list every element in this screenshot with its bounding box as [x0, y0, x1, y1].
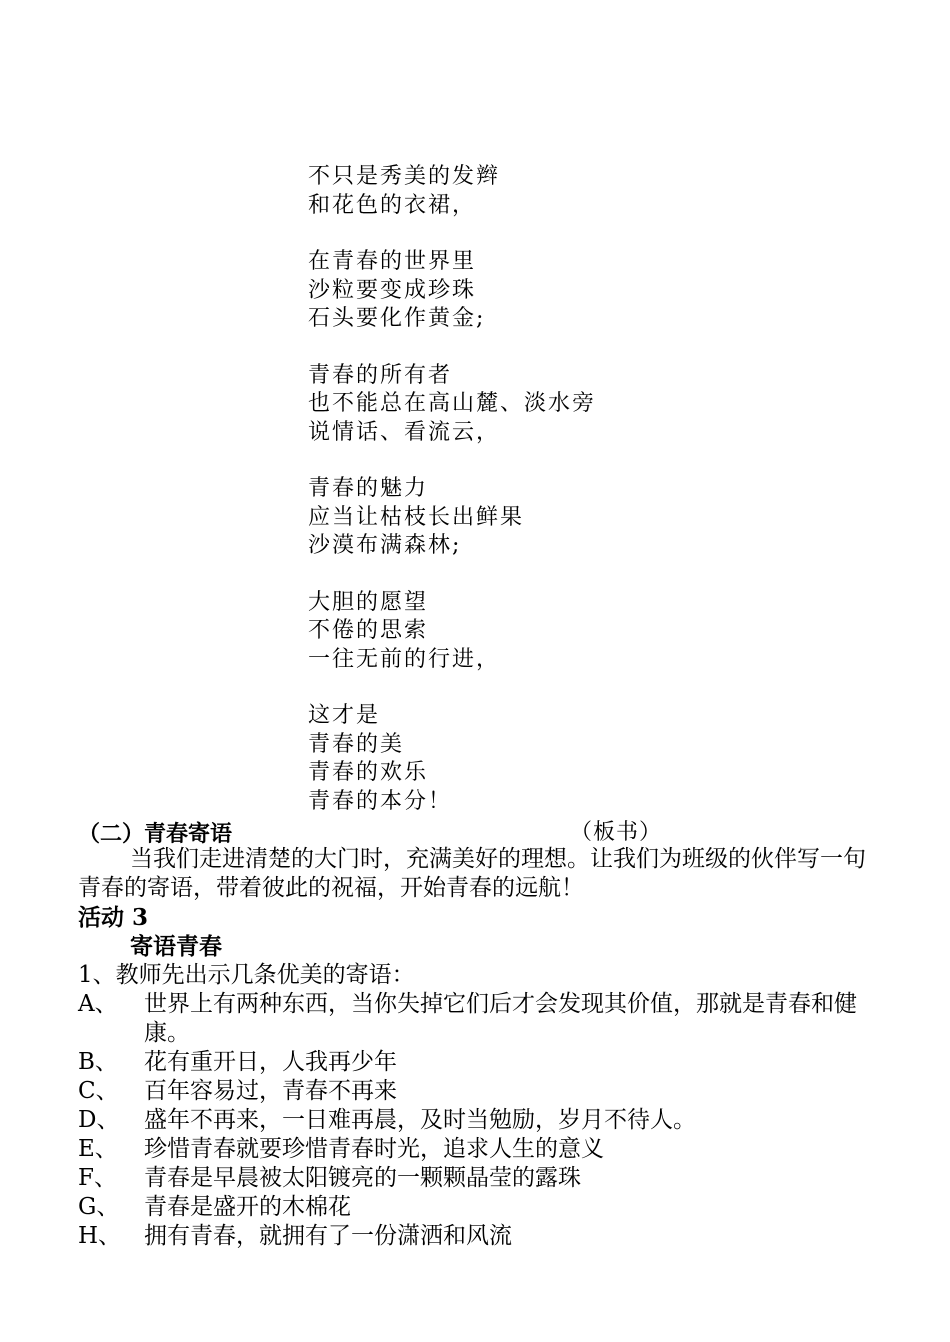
section-title: （二）青春寄语	[78, 822, 233, 847]
poem-line: 青春的魅力	[308, 476, 429, 501]
board-note: （板书）	[570, 820, 663, 845]
poem-line: 这才是	[308, 703, 381, 728]
poem-line: 大胆的愿望	[308, 589, 429, 615]
list-item-text: 青春是早晨被太阳镀亮的一颗颗晶莹的露珠	[144, 1165, 581, 1191]
poem-line: 应当让枯枝长出鲜果	[308, 504, 525, 530]
list-item	[78, 1077, 878, 1106]
list-item-text: 世界上有两种东西，当你失掉它们后才会发现其价值，那就是青春和健康。	[144, 991, 857, 1046]
poem-stanza	[308, 589, 728, 675]
poem-line: 青春的美	[308, 731, 405, 757]
poem-line: 沙漠布满森林;	[308, 533, 462, 558]
poem-line: 一往无前的行进，	[308, 646, 501, 672]
list-item	[78, 990, 878, 1048]
poem-line: 说情话、看流云，	[308, 419, 501, 445]
list-item	[78, 1135, 878, 1164]
poem-line: 在青春的世界里	[308, 249, 477, 274]
list-item	[78, 1048, 878, 1077]
poem-line: 沙粒要变成珍珠	[308, 277, 477, 303]
poem-line: 和花色的衣裙，	[308, 192, 477, 218]
poem-stanza	[308, 475, 728, 561]
list-item-label: F、	[78, 1165, 117, 1191]
list-item-label: E、	[78, 1136, 118, 1162]
list-item-text: 花有重开日，人我再少年	[144, 1049, 397, 1075]
poem	[308, 163, 728, 844]
list-item-label: C、	[78, 1078, 119, 1104]
list-item	[78, 1193, 878, 1222]
list-item-label: A、	[78, 991, 118, 1017]
poem-stanza	[308, 702, 728, 816]
poem-stanza	[308, 362, 728, 448]
poem-line: 也不能总在高山麓、淡水旁	[308, 391, 597, 416]
poem-line: 不倦的思索	[308, 618, 429, 643]
poem-line: 石头要化作黄金;	[308, 306, 486, 331]
list-item-text: 青春是盛开的木棉花	[144, 1194, 351, 1220]
list-item-label: B、	[78, 1049, 118, 1075]
poem-line: 青春的所有者	[308, 362, 453, 388]
list-item	[78, 1164, 878, 1193]
section-heading	[78, 815, 878, 845]
list-item-text: 百年容易过，青春不再来	[144, 1078, 397, 1104]
list-item	[78, 1106, 878, 1135]
list-item-label: D、	[78, 1107, 120, 1133]
list-item-label: G、	[78, 1194, 120, 1220]
list-item-text: 盛年不再来，一日难再晨，及时当勉励，岁月不待人。	[144, 1107, 696, 1133]
list-item-text: 珍惜青春就要珍惜青春时光，追求人生的意义	[144, 1136, 604, 1162]
activity-label: 活动 3	[78, 904, 149, 931]
poem-stanza	[308, 163, 728, 220]
list-item-text: 拥有青春，就拥有了一份潇洒和风流	[144, 1223, 512, 1249]
poem-line: 青春的本分！	[308, 788, 453, 814]
poem-stanza	[308, 248, 728, 334]
poem-line: 不只是秀美的发辫	[308, 164, 501, 189]
list-item-label: H、	[78, 1223, 122, 1249]
section-paragraph: 当我们走进清楚的大门时，充满美好的理想。让我们为班级的伙伴写一句青春的寄语，带着彼此的祝福，开始青春的远航！	[78, 846, 866, 901]
section-body	[78, 815, 878, 1251]
poem-line: 青春的欢乐	[308, 760, 429, 785]
activity-title: 寄语青春	[130, 933, 222, 960]
list-item	[78, 1222, 878, 1251]
activity-intro: 1、教师先出示几条优美的寄语：	[78, 962, 415, 988]
